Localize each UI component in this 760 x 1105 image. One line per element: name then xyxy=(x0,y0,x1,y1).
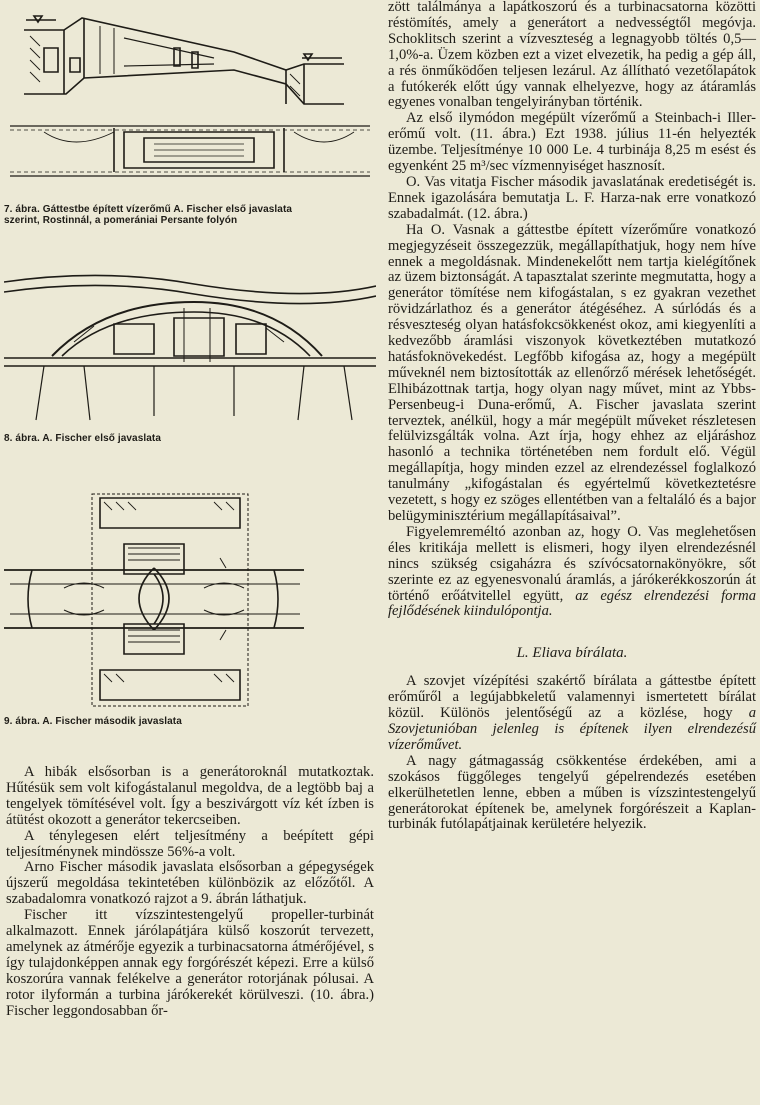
right-paragraph-5-text: Figyelemreméltó azonban az, hogy O. Vas meglehetősen éles kritikája mellett is elismeri, hogy ilyen elrendezésnél nincs szükség csigaházra és szívócsatornakönyökre, sőt szerinte ez az egyenesvonalú áramlás, a járókerékkoszorún át történő erőátvitellel együtt, xyxy=(388,523,756,604)
left-column xyxy=(4,0,374,1105)
right-paragraph-1: zött találmánya a lapátkoszorú és a turbinacsatorna közötti réstömítés, amely a generátort a nedvességtől megóvja. Schoklitsch szerint a vízveszteség a legnagyobb töltés 0,5—1,0%-a. Üzem közben ezt a vizet elvezetik, ha pedig a gép áll, a rés önműködően teljesen lezárul. Az állítható vezetőlapátok a futókerék előtt úgy vannak elhelyezve, hogy az átáramlás egyenes vonalban tengelyirányban történik. xyxy=(388,0,756,111)
right-paragraph-5 xyxy=(388,525,756,620)
section-paragraph-1-text: A szovjet vízépítési szakértő bírálata a gáttestbe épített erőműről a legújabbkeletű valamennyi ismertetett bírálat közül. Különös jelentőségű az a közlése, hogy xyxy=(388,673,756,722)
left-paragraph-1: A hibák elsősorban is a generátoroknál mutatkoztak. Hűtésük sem volt kifogástalanul megoldva, de a legtöbb baj a tengelyek tömítésével volt. Így a beszivárgott víz két ízben is átütést okozott a generátor tekercseiben. xyxy=(6,764,374,828)
figure-9-drawing xyxy=(4,488,376,710)
right-column xyxy=(388,0,756,1105)
left-paragraph-3: Arno Fischer második javaslata elsősorban a gépegységek újszerű megoldása tekintetében különbözik az előzőtől. A szabadalomra vonatkozó rajzot a 9. ábrán láthatjuk. xyxy=(6,859,374,908)
figure-7-caption-line1: 7. ábra. Gáttestbe épített vízerőmű A. Fischer első javaslata xyxy=(4,204,293,215)
figure-9-caption: 9. ábra. A. Fischer második javaslata xyxy=(4,716,182,727)
left-paragraph-2: A ténylegesen elért teljesítmény a beépített gépi teljesítménynek mindössze 56%-a volt. xyxy=(6,827,374,860)
right-paragraph-4: Ha O. Vasnak a gáttestbe épített vízerőműre vonatkozó megjegyzéseit összegezzük, megállapíthatjuk, hogy nem híve ennek a megoldásnak. Mindenekelőtt nem tartja kielégítőnek az üzem biztonságát. A tapasztalat szerinte megmutatta, hogy a generátor tömítése nem kifogástalan, s ez gyakran vezethet rövidzárlathoz és a generátor átégéséhez. A súrlódás és a résveszteség olyan hatásfokcsökkenést okoz, ami kiegyenlíti a kedvezőbb áramlási viszonyok következtében mutatkozó hatásfoknövekedést. Legfőbb kifogása az, hogy a megépült műveknél nem biztosították az ellenőrző mérések lehetőségét. Elhibázottnak tartja, hogy olyan nagy művet, mint az Ybbs-Persenbeug-i Duna-erőmű, A. Fischer javaslata szerint terveztek, anélkül, hogy a már megépült műveket részletesen felülvizsgálták volna. Azt írja, hogy ehhez az eljáráshoz hasonló a technika történetében nem fordult elő. Végül megállapítja, hogy minden ezzel az elrendezéssel foglalkozó tanulmány „kifogástalan és egyértelmű következtetésre vezetett, s hogy ez szöges ellentétben van a feltaláló és a bajor belügyminisztérium megállapításaival”. xyxy=(388,221,756,524)
figure-8-drawing xyxy=(4,262,376,422)
right-paragraph-3: O. Vas vitatja Fischer második javaslatának eredetiségét is. Ennek igazolására bemutatja L. F. Harza-nak erre vonatkozó szabadalmát. (12. ábra.) xyxy=(388,173,756,222)
section-heading: L. Eliava bírálata. xyxy=(516,645,628,662)
figure-7-caption xyxy=(4,204,292,226)
right-paragraph-2: Az első ilymódon megépült vízerőmű a Steinbach-i Iller-erőmű volt. (11. ábra.) Ezt 1938. július 11-én helyezték üzembe. Teljesítménye 10 000 Le. 4 turbinája 8,25 m esést és egyenként 25 m³/sec vízmennyiséget hasznosít. xyxy=(388,110,756,175)
left-column-text xyxy=(6,765,374,1020)
section-paragraph-2: A nagy gátmagasság csökkentése érdekében, ami a szokásos függőleges tengelyű gépelrendezés esetében elkerülhetetlen lenne, ebben a műben is vízszintestengelyű generátorokat építenek be, amelynek forgórészeit a Kaplan-turbinák futólapátjainak kerületére helyezik. xyxy=(388,752,756,833)
right-paragraph-5-emphasis: az egész elrendezési forma fejlődésének kiindulópontja. xyxy=(388,587,756,620)
section-paragraph-1 xyxy=(388,674,756,754)
figure-7-caption-line2: szerint, Rostinnál, a pomerániai Persante folyón xyxy=(4,215,238,226)
figure-7-drawing xyxy=(4,8,376,198)
figure-8-caption: 8. ábra. A. Fischer első javaslata xyxy=(4,433,161,444)
left-paragraph-4: Fischer itt vízszintestengelyű propeller-turbinát alkalmazott. Ennek járólapátjára külső koszorút tervezett, amelynek az átmérője egyezik a turbinacsatorna átmérőjével, s így tulajdonképpen annak egy forgórészét képezi. Erre a külső koszorúra vannak felékelve a generátor rotorjának pólusai. A rotor ilyformán a turbina járókerekét körülveszi. (10. ábra.) Fischer leggondosabban őr- xyxy=(6,907,374,1019)
section-paragraph-1-emphasis: a Szovjetunióban jelenleg is építenek ilyen elrendezésű vízerőművet. xyxy=(388,705,756,753)
right-column-text xyxy=(388,0,756,833)
